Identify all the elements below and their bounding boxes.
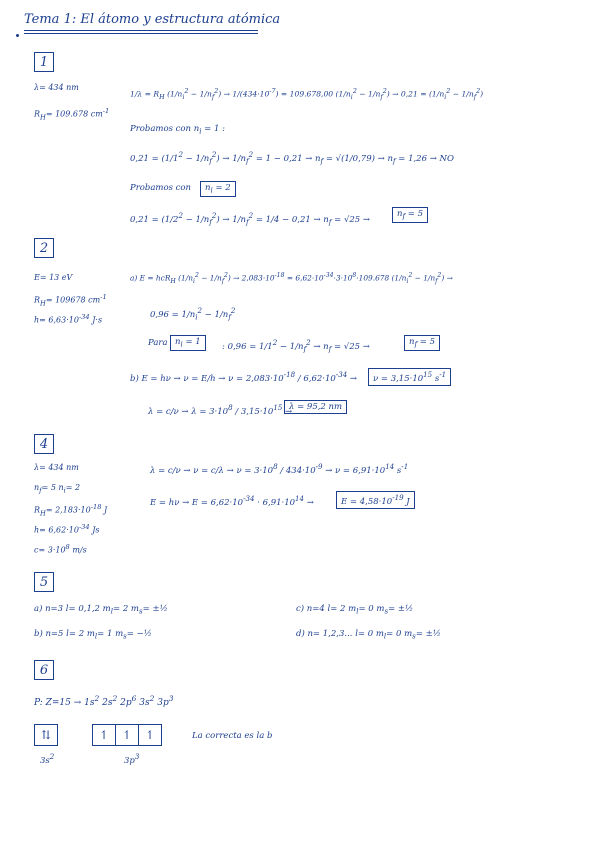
equation-line: $1/\lambda = R_H$ $(1/n_i^2 - 1/n_f^2) \to 1/(434\cdot 10^{-7}) = 109.678,00$ $(1/n_i^2 - 1/n_f^2) \to 0,21 = (1/n_i^2 - 1/n_f^2)$ bbox=[130, 88, 484, 102]
orbital-cell: ↿ bbox=[115, 725, 138, 745]
equation-line: $0,96 = 1/n_i^2 - 1/n_f^2$ bbox=[150, 306, 236, 322]
equation-line: b) $E = h\nu \to \nu = E/h \to \nu = 2,083\cdot 10^{-18} / 6,62\cdot 10^{-34}$ → bbox=[130, 370, 358, 384]
orbital-cell: ↿ bbox=[98, 728, 110, 742]
problem-number-6: 6 bbox=[34, 660, 54, 680]
quantum-set: c) n=4 l= 2 $m_l= 0$ $m_s=$ ±½ bbox=[296, 604, 414, 616]
given-value: λ= 434 nm bbox=[34, 463, 79, 472]
equation-line: Probamos con bbox=[130, 183, 192, 193]
problem-number-1: 1 bbox=[34, 52, 54, 72]
boxed-result: $n_i = 2$ bbox=[200, 181, 236, 197]
given-value: $R_H= 109678$ $cm^{-1}$ bbox=[34, 293, 107, 308]
given-value: λ= 434 nm bbox=[34, 83, 79, 92]
given-value: $R_H= 2,183\cdot 10^{-18}$ J bbox=[34, 503, 108, 518]
given-value: E= 13 eV bbox=[34, 273, 73, 282]
boxed-result: $n_f = 5$ bbox=[392, 207, 428, 223]
orbital-label-3s: $3s^2$ bbox=[40, 752, 55, 766]
boxed-result: $E = 4,58\cdot 10^{-19}$ J bbox=[336, 491, 415, 509]
quantum-set: d) n= 1,2,3... l= 0 $m_l= 0$ $m_s=$ ±½ bbox=[296, 629, 441, 641]
equation-line: a) E = hcR$_H$ $(1/n_i^2 - 1/n_f^2) \to 2,083\cdot 10^{-18} = 6,62\cdot 10^{-34}\cdot 3\cdot 10^8\cdot 109.678$ $(1/n_i^2 - 1/n_f^2)$ → bbox=[130, 272, 453, 285]
given-value: $n_f= 5$ $n_i= 2$ bbox=[34, 483, 81, 495]
boxed-result: λ = 95,2 nm bbox=[284, 400, 347, 414]
boxed-result: $\nu = 3,15\cdot 10^{15}$ $s^{-1}$ bbox=[368, 368, 451, 386]
bullet-dot bbox=[16, 34, 19, 37]
given-value: $c= 3\cdot 10^8$ m/s bbox=[34, 543, 87, 555]
given-value: $h= 6,63\cdot 10^{-34}$ J·s bbox=[34, 313, 103, 325]
answer-text: La correcta es la b bbox=[192, 731, 273, 741]
quantum-set: a) n=3 l= 0,1,2 $m_l= 2$ $m_s=$ ±½ bbox=[34, 604, 168, 616]
equation-line: Probamos con $n_i = 1$ : bbox=[130, 124, 225, 136]
equation-line: $0,21 = (1/2^2 - 1/n_f^2) \to 1/n_f^2 = 1/4 - 0,21 \to n_f = √25$ → bbox=[130, 211, 371, 227]
problem-number-4: 4 bbox=[34, 434, 54, 454]
orbital-cell: ↿ bbox=[138, 725, 161, 745]
given-value: $h= 6,62\cdot 10^{-34}$ Js bbox=[34, 523, 100, 535]
orbital-cell: ⇅ bbox=[40, 728, 52, 742]
electron-configuration: P: $Z=15 \to 1s^2$ $2s^2$ $2p^6$ $3s^2$ $3p^3$ bbox=[34, 694, 174, 708]
title-underline-2 bbox=[24, 33, 258, 34]
orbital-box-3p bbox=[92, 724, 162, 746]
equation-line: $E = h\nu \to E = 6,62\cdot 10^{-34} \cdot 6,91\cdot 10^{14}$ → bbox=[150, 494, 314, 508]
orbital-label-3p: $3p^3$ bbox=[124, 752, 140, 766]
equation-line: $0,21 = (1/1^2 - 1/n_f^2) \to 1/n_f^2 = 1 - 0,21 \to n_f = √(1/0,79) \to n_f = 1,26$ → NO bbox=[130, 150, 454, 166]
equation-line: $\lambda = c/\nu \to \nu = c/\lambda \to \nu = 3\cdot 10^8 / 434\cdot 10^{-9} \to \nu = 6,91\cdot 10^{14}$ $s^{-1}$ bbox=[150, 462, 409, 476]
equation-line: : $0,96 = 1/1^2 - 1/n_f^2 \to n_f = √25$ → bbox=[222, 338, 370, 354]
equation-line: $\lambda = c/\nu \to \lambda = 3\cdot 10^8 / 3,15\cdot 10^{15}$ → bbox=[148, 403, 293, 417]
boxed-result: $n_f = 5$ bbox=[404, 335, 440, 351]
problem-number-5: 5 bbox=[34, 572, 54, 592]
title-underline bbox=[24, 30, 258, 31]
problem-number-2: 2 bbox=[34, 238, 54, 258]
orbital-box-3s bbox=[34, 724, 58, 746]
given-value: $R_H= 109.678$ $cm^{-1}$ bbox=[34, 107, 110, 122]
boxed-result: $n_i = 1$ bbox=[170, 335, 206, 351]
quantum-set: b) n=5 l= 2 $m_l= 1$ $m_s=$ −½ bbox=[34, 629, 152, 641]
equation-line: Para bbox=[148, 338, 168, 348]
page-title: Tema 1: El átomo y estructura atómica bbox=[24, 12, 281, 27]
